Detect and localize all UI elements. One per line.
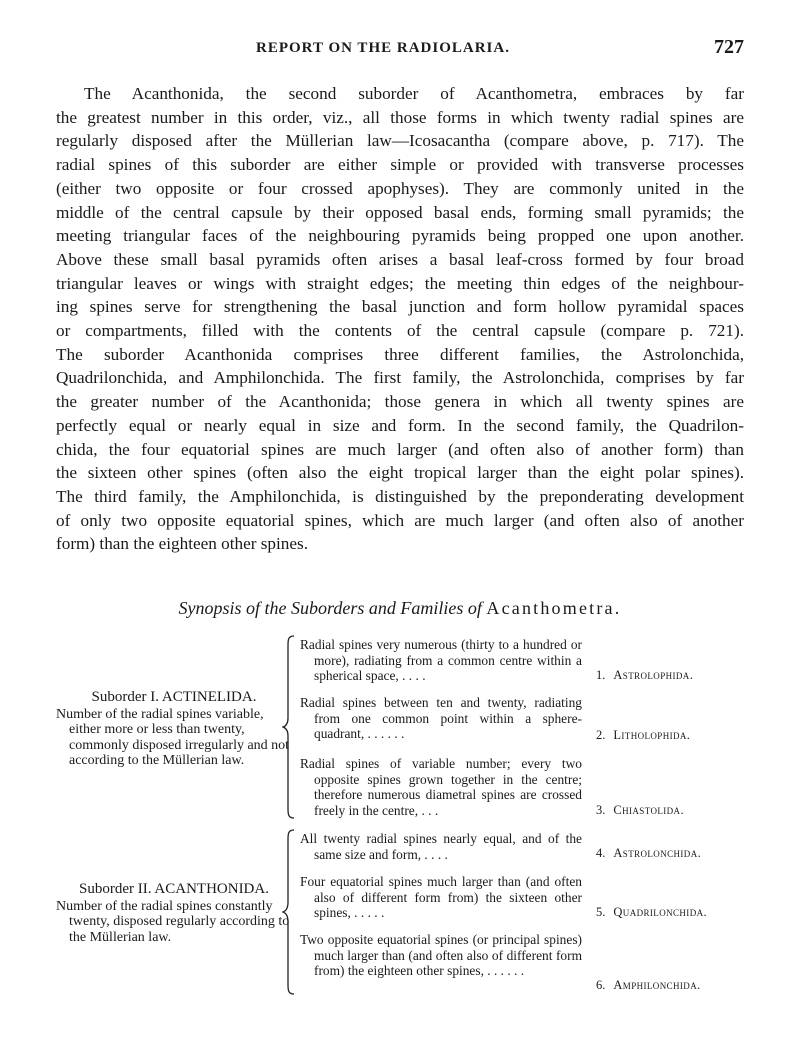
- suborder-actinelida: [56, 690, 292, 769]
- body-line: The third family, the Amphilonchida, is distinguished by the preponderating development: [56, 486, 744, 506]
- family-name: Astrolophida.: [613, 668, 694, 682]
- body-line: perfectly equal or nearly equal in size and form. In the second family, the Quadrilon-: [56, 415, 744, 435]
- body-line: Quadrilonchida, and Amphilonchida. The first family, the Astrolonchida, comprises by far: [56, 368, 744, 388]
- family-entry: [300, 695, 582, 742]
- body-line: form) than the eighteen other spines.: [56, 534, 309, 554]
- suborder-heading: Suborder II. ACANTHONIDA.: [79, 881, 269, 897]
- body-line: the greater number of the Acanthonida; those genera in which all twenty spines are: [56, 392, 744, 412]
- family-entry: [300, 831, 582, 862]
- family-number: 6.: [596, 978, 606, 992]
- body-line: Above these small basal pyramids often arises a basal leaf-cross formed by four broad: [56, 249, 744, 269]
- family-entry: [300, 637, 582, 684]
- running-head: REPORT ON THE RADIOLARIA.: [256, 40, 510, 56]
- body-line: the sixteen other spines (often also the eight tropical larger than the eight polar spines).: [56, 463, 744, 483]
- family-description: Radial spines between ten and twenty, radiating from one common point within a sphere-quadrant, . . . . . .: [300, 695, 582, 741]
- family-number: 3.: [596, 803, 606, 817]
- family-entry: [300, 932, 582, 979]
- family-number: 4.: [596, 846, 606, 860]
- family-number: 2.: [596, 728, 606, 742]
- family-number: 5.: [596, 905, 606, 919]
- synopsis-title-name: Acanthometra.: [486, 598, 622, 618]
- family-description: Radial spines very numerous (thirty to a hundred or more), radiating from a common centre within a spherical space, . . . .: [300, 637, 582, 683]
- suborder-heading: Suborder I. ACTINELIDA.: [91, 689, 257, 705]
- page-number: 727: [714, 36, 744, 58]
- family-name: Astrolonchida.: [613, 846, 702, 860]
- suborder-bracket: [282, 828, 298, 996]
- family-description: Four equatorial spines much larger than (and often also of different form from) the sixteen other spines, . . . . .: [300, 874, 582, 920]
- family-entry: [300, 756, 582, 818]
- synopsis-title-prefix: Synopsis of the Suborders and Families of: [178, 598, 482, 618]
- family-name: Chiastolida.: [613, 803, 684, 817]
- family-label: [596, 905, 707, 920]
- family-description: Radial spines of variable number; every two opposite spines grown together in the centre; therefore numerous diametral spines are crossed freely in the centre, . . .: [300, 756, 582, 818]
- body-line: The suborder Acanthonida comprises three different families, the Astrolonchida,: [56, 344, 744, 364]
- body-line: middle of the central capsule by their opposed basal ends, forming small pyramids; the: [56, 202, 744, 222]
- page-header: [0, 36, 800, 70]
- suborder-description: Number of the radial spines constantly twenty, disposed regularly according to the Müllerian law.: [56, 898, 290, 945]
- body-line: the greatest number in this order, viz., all those forms in which twenty radial spines are: [56, 107, 744, 127]
- family-label: [596, 728, 690, 743]
- body-line: The Acanthonida, the second suborder of Acanthometra, embraces by far: [84, 84, 744, 103]
- body-line: of only two opposite equatorial spines, which are much larger (and often also of another: [56, 510, 744, 530]
- family-name: Litholophida.: [613, 728, 691, 742]
- family-label: [596, 978, 701, 993]
- body-line: (either two opposite or four crossed apophyses). They are commonly united in the: [56, 178, 744, 198]
- suborder-description: Number of the radial spines variable, either more or less than twenty, commonly disposed irregularly and not according to the Müllerian law.: [56, 706, 290, 768]
- family-number: 1.: [596, 668, 606, 682]
- family-entry: [300, 874, 582, 921]
- body-line: radial spines of this suborder are either simple or provided with transverse processes: [56, 155, 744, 175]
- body-paragraph: [56, 82, 744, 556]
- family-label: [596, 846, 701, 861]
- family-name: Quadrilonchida.: [613, 905, 708, 919]
- body-line: ing spines serve for strengthening the basal junction and form hollow pyramidal spaces: [56, 297, 744, 317]
- body-line: regularly disposed after the Müllerian law—Icosacantha (compare above, p. 717). The: [56, 131, 744, 151]
- body-line: or compartments, filled with the contents of the central capsule (compare p. 721).: [56, 321, 744, 341]
- body-line: chida, the four equatorial spines are much larger (and often also of another form) than: [56, 439, 744, 459]
- suborder-bracket: [282, 634, 298, 820]
- body-line: meeting triangular faces of the neighbouring pyramids being propped one upon another.: [56, 226, 744, 246]
- body-line: triangular leaves or wings with straight edges; the meeting thin edges of the neighbour-: [56, 273, 744, 293]
- family-description: All twenty radial spines nearly equal, and of the same size and form, . . . .: [300, 831, 582, 862]
- family-label: [596, 803, 684, 818]
- family-label: [596, 668, 693, 683]
- family-description: Two opposite equatorial spines (or principal spines) much larger than (and often also of different form from) the eighteen other spines, . . . . . .: [300, 932, 582, 978]
- suborder-acanthonida: [56, 882, 292, 945]
- family-name: Amphilonchida.: [613, 978, 701, 992]
- synopsis-title: [0, 598, 800, 619]
